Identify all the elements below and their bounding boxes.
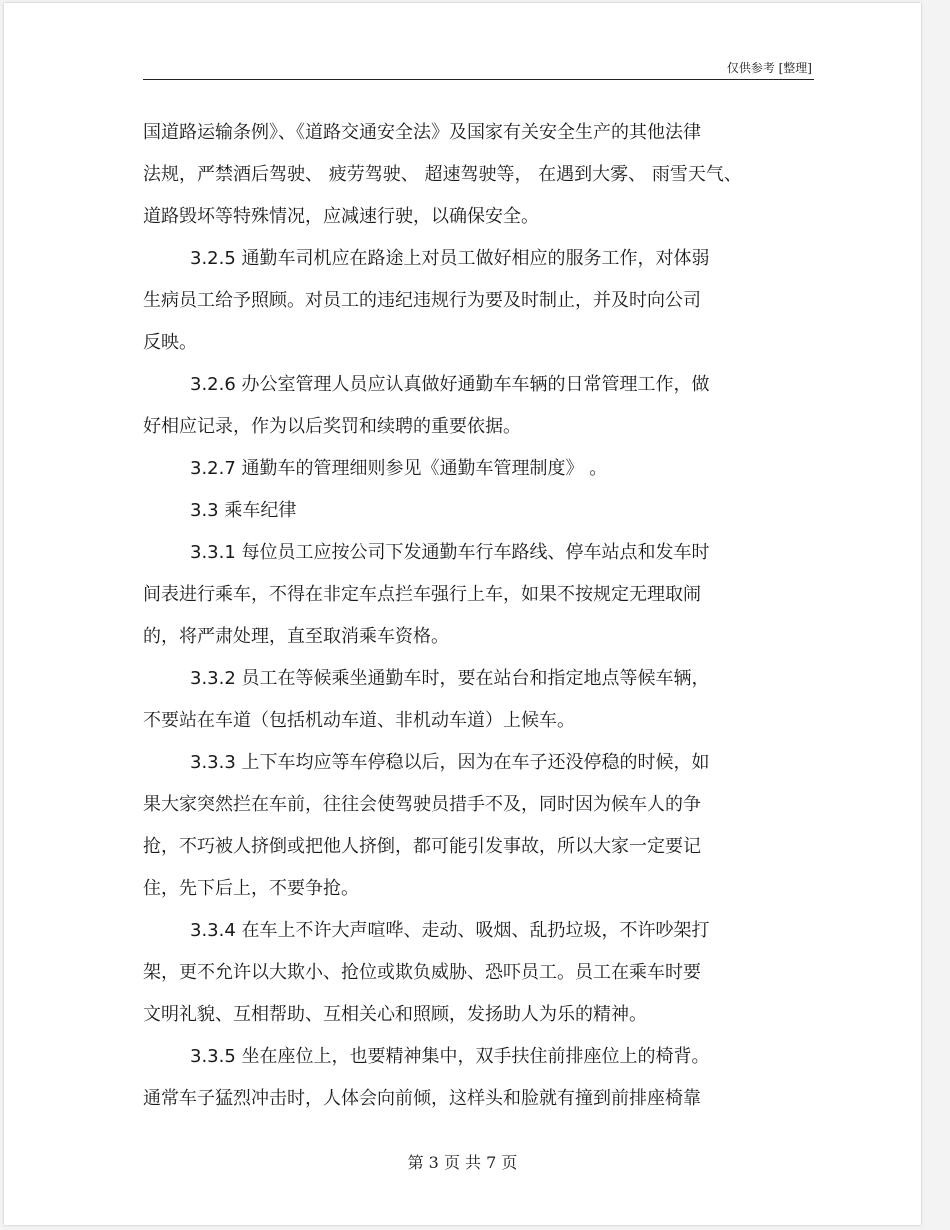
text-line: 反映。 xyxy=(143,332,197,353)
text-line: 道路毁坏等特殊情况，应减速行驶，以确保安全。 xyxy=(143,206,539,227)
paragraph-start-3-2-5: 3.2.5 通勤车司机应在路途上对员工做好相应的服务工作，对体弱 xyxy=(190,248,710,269)
text-line: 果大家突然拦在车前，往往会使驾驶员措手不及，同时因为候车人的争 xyxy=(143,794,701,815)
paragraph-start-3-3-2: 3.3.2 员工在等候乘坐通勤车时，要在站台和指定地点等候车辆， xyxy=(190,668,710,689)
header-note: 仅供参考 [整理] xyxy=(726,61,812,75)
paragraph-start-3-3-4: 3.3.4 在车上不许大声喧哗、走动、吸烟、乱扔垃圾，不许吵架打 xyxy=(190,920,710,941)
text-line: 好相应记录，作为以后奖罚和续聘的重要依据。 xyxy=(143,416,521,437)
text-line: 文明礼貌、互相帮助、互相关心和照顾，发扬助人为乐的精神。 xyxy=(143,1004,647,1025)
text-line: 不要站在车道（包括机动车道、非机动车道）上候车。 xyxy=(143,710,575,731)
text-line: 国道路运输条例》、《道路交通安全法》及国家有关安全生产的其他法律 xyxy=(143,122,701,143)
paragraph-start-3-3-5: 3.3.5 坐在座位上，也要精神集中，双手扶住前排座位上的椅背。 xyxy=(190,1046,710,1067)
paragraph-start-3-3-1: 3.3.1 每位员工应按公司下发通勤车行车路线、停车站点和发车时 xyxy=(190,542,710,563)
text-line: 抢，不巧被人挤倒或把他人挤倒，都可能引发事故，所以大家一定要记 xyxy=(143,836,701,857)
paragraph-start-3-2-6: 3.2.6 办公室管理人员应认真做好通勤车车辆的日常管理工作，做 xyxy=(190,374,710,395)
section-heading-3-3: 3.3 乘车纪律 xyxy=(190,500,297,521)
text-line: 的，将严肃处理，直至取消乘车资格。 xyxy=(143,626,449,647)
text-line: 通常车子猛烈冲击时，人体会向前倾，这样头和脸就有撞到前排座椅靠 xyxy=(143,1088,701,1109)
page-header xyxy=(143,59,814,80)
text-line: 间表进行乘车，不得在非定车点拦车强行上车，如果不按规定无理取闹 xyxy=(143,584,701,605)
paragraph-start-3-2-7: 3.2.7 通勤车的管理细则参见《通勤车管理制度》 。 xyxy=(190,458,608,479)
page-number: 第 3 页 共 7 页 xyxy=(407,1153,518,1172)
document-page xyxy=(4,3,921,1225)
text-line: 住，先下后上，不要争抢。 xyxy=(143,878,359,899)
paragraph-start-3-3-3: 3.3.3 上下车均应等车停稳以后，因为在车子还没停稳的时候，如 xyxy=(190,752,710,773)
text-line: 法规，严禁酒后驾驶、 疲劳驾驶、 超速驾驶等， 在遇到大雾、 雨雪天气、 xyxy=(143,164,742,185)
text-line: 架，更不允许以大欺小、抢位或欺负威胁、恐吓员工。员工在乘车时要 xyxy=(143,962,701,983)
text-line: 生病员工给予照顾。对员工的违纪违规行为要及时制止，并及时向公司 xyxy=(143,290,701,311)
